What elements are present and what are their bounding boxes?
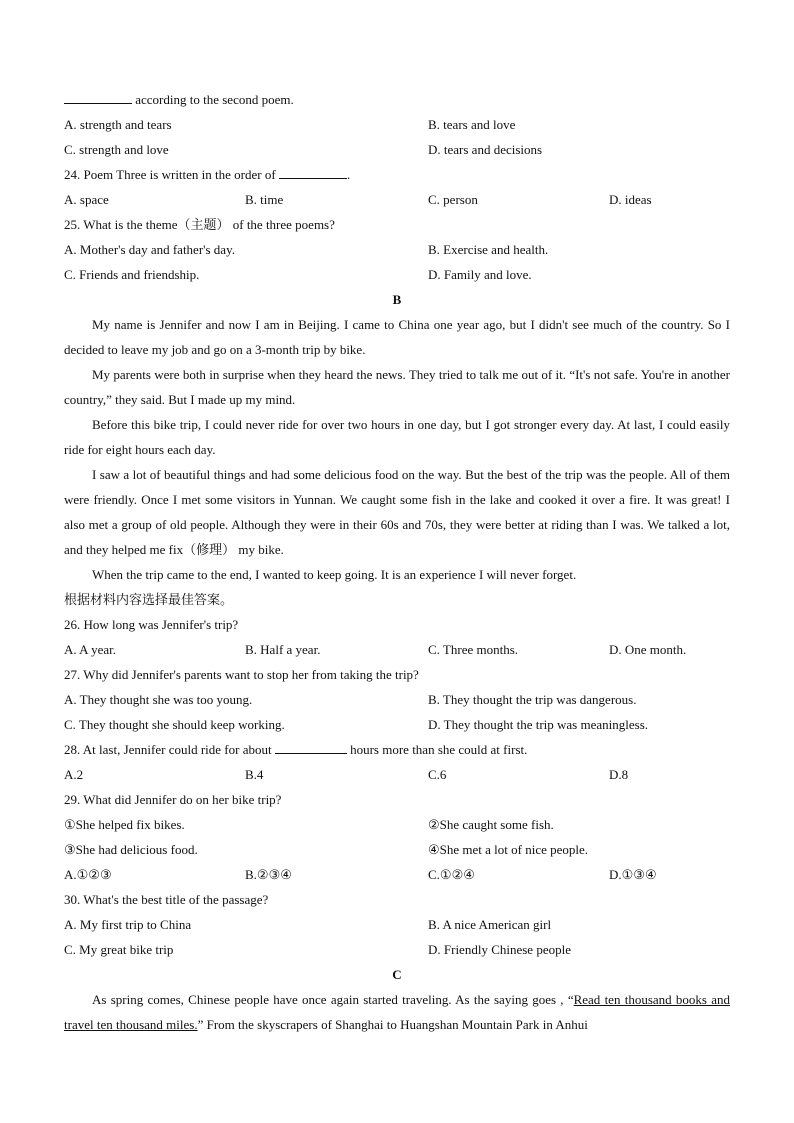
option-a: A. space [64,192,109,207]
option-a: A. A year. [64,642,116,657]
option-c: C. strength and love [64,142,169,157]
passage-b-paragraph-1: My name is Jennifer and now I am in Beijing. I came to China one year ago, but I didn't see much of the country. So I decided to leave my job and go on a 3-month trip by bike. [64,317,730,357]
q26-options [64,637,730,662]
option-d: D.①③④ [609,867,657,882]
q23-stem-tail: according to the second poem. [64,87,730,112]
answer-blank [275,741,347,754]
statement-3: ③She had delicious food. [64,842,198,857]
option-c: C.①②④ [428,867,475,882]
option-c: C.6 [428,767,447,782]
q23-options-row-2 [64,137,730,162]
q27-options-row-2 [64,712,730,737]
option-c: C. person [428,192,478,207]
option-d: D. ideas [609,192,652,207]
option-b: B. A nice American girl [428,917,552,932]
answer-blank [279,166,347,179]
option-a: A. Mother's day and father's day. [64,242,235,257]
option-d: D. They thought the trip was meaningless. [428,717,649,732]
q27-stem: 27. Why did Jennifer's parents want to stop her from taking the trip? [64,667,419,682]
statement-2: ②She caught some fish. [428,817,554,832]
q26-stem: 26. How long was Jennifer's trip? [64,617,239,632]
option-b: B. tears and love [428,117,516,132]
q29-options [64,862,730,887]
option-d: D. tears and decisions [428,142,543,157]
option-d: D. Friendly Chinese people [428,942,571,957]
option-b: B.②③④ [245,867,292,882]
q30-stem: 30. What's the best title of the passage? [64,892,269,907]
q24-stem: 24. Poem Three is written in the order of . [64,167,351,182]
q28-stem: 28. At last, Jennifer could ride for about hours more than she could at first. [64,742,528,757]
quoted-saying: Read ten thousand books and travel ten thousand miles. [64,992,730,1032]
option-a: A.2 [64,767,84,782]
answer-blank [64,91,132,104]
q28-options [64,762,730,787]
option-a: A. My first trip to China [64,917,192,932]
option-c: C. They thought she should keep working. [64,717,285,732]
passage-c-paragraph-1: As spring comes, Chinese people have once again started traveling. As the saying goes , “Read ten thousand books and travel ten thousand miles.” From the skyscrapers of Shanghai to Huangshan Mountain Park in Anhui [64,992,730,1032]
option-d: D.8 [609,767,629,782]
passage-b-paragraph-4: I saw a lot of beautiful things and had some delicious food on the way. But the best of the trip was the people. All of them were friendly. Once I met some visitors in Yunnan. We caught some fish in the lake and cooked it over a fire. It was great! I also met a group of old people. Although they were in their 60s and 70s, they were better at riding than I was. We talked a lot, and they helped me fix（修理） my bike. [64,467,730,557]
q25-stem: 25. What is the theme（主题） of the three poems? [64,217,335,232]
option-b: B. They thought the trip was dangerous. [428,692,637,707]
option-b: B.4 [245,767,264,782]
option-d: D. Family and love. [428,267,532,282]
passage-b-paragraph-2: My parents were both in surprise when they heard the news. They tried to talk me out of it. “It's not safe. You're in another country,” they said. But I made up my mind. [64,367,730,407]
q25-options-row-1 [64,237,730,262]
option-c: C. Three months. [428,642,519,657]
q30-options-row-1 [64,912,730,937]
q30-options-row-2 [64,937,730,962]
q25-options-row-2 [64,262,730,287]
q24-options [64,187,730,212]
q29-statements-row-1 [64,812,730,837]
q29-statements-row-2 [64,837,730,862]
section-b-heading: B [392,292,402,307]
option-b: B. Exercise and health. [428,242,549,257]
q27-options-row-1 [64,687,730,712]
passage-b-paragraph-5: When the trip came to the end, I wanted to keep going. It is an experience I will never forget. [92,567,577,582]
option-a: A. They thought she was too young. [64,692,253,707]
section-c-heading: C [392,967,402,982]
option-d: D. One month. [609,642,687,657]
instruction: 根据材料内容选择最佳答案。 [64,592,234,607]
option-c: C. My great bike trip [64,942,174,957]
option-b: B. Half a year. [245,642,321,657]
statement-4: ④She met a lot of nice people. [428,842,589,857]
q29-stem: 29. What did Jennifer do on her bike trip? [64,792,282,807]
statement-1: ①She helped fix bikes. [64,817,185,832]
option-c: C. Friends and friendship. [64,267,200,282]
option-a: A. strength and tears [64,117,172,132]
option-b: B. time [245,192,284,207]
q23-options-row-1 [64,112,730,137]
passage-b-paragraph-3: Before this bike trip, I could never ride for over two hours in one day, but I got stronger every day. At last, I could easily ride for eight hours each day. [64,417,730,457]
option-a: A.①②③ [64,867,112,882]
